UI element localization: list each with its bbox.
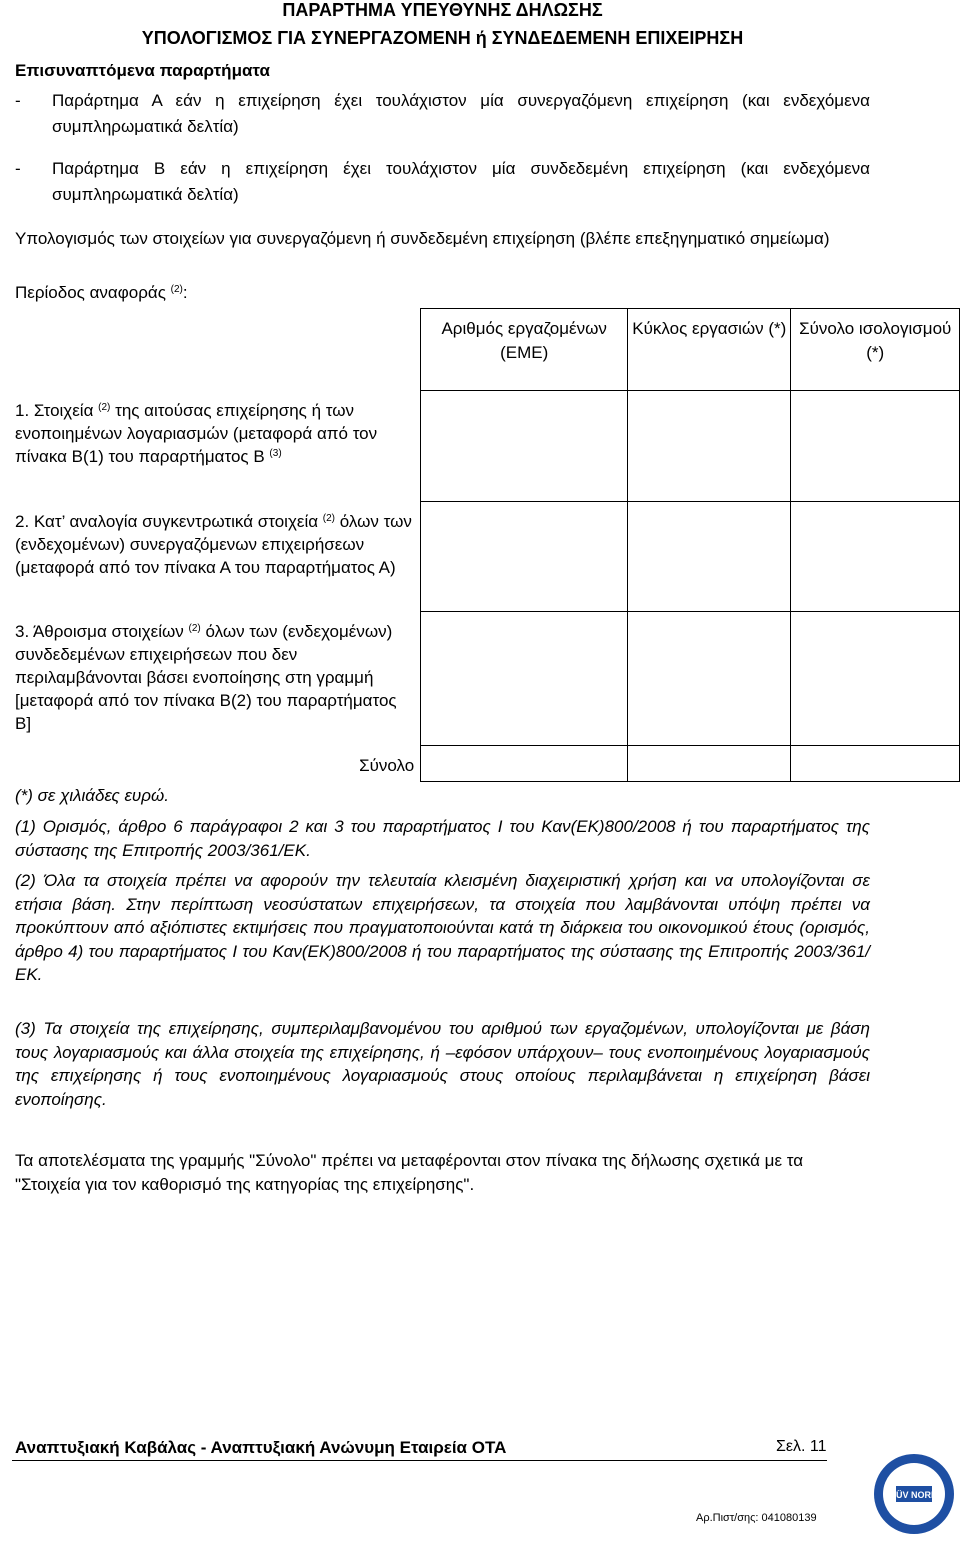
attachment-text: Παράρτημα Β εάν η επιχείρηση έχει τουλάχιστον μία συνδεδεμένη επιχείρηση (και ενδεχόμενα συμπληρωματικά δελτία) <box>52 159 870 204</box>
footnote-3: (3) Τα στοιχεία της επιχείρησης, συμπεριλαμβανομένου του αριθμού των εργαζομένων, υπολογίζονται με βάση τους λογαριασμούς και άλλα στοιχεία της επιχείρησης, ή –εφόσον υπάρχουν– τους ενοποιημένους λογαριασμούς της επιχείρησης ή τους ενοποιημένους λογαριασμούς στους οποίους περιλαμβάνεται η επιχείρηση βάσει ενοποίησης. <box>15 1019 870 1109</box>
dash-bullet: - <box>15 91 21 110</box>
attachment-text: Παράρτημα Α εάν η επιχείρηση έχει τουλάχιστον μία συνεργαζόμενη επιχείρηση (και ενδεχόμενα συμπληρωματικά δελτία) <box>52 91 870 136</box>
row-label: 2. Κατ’ αναλογία συγκεντρωτικά στοιχεία $^{(2)}$ όλων των (ενδεχομένων) συνεργαζόμενων επιχειρήσεων (μεταφορά από τον πίνακα Α του παραρτήματος Α) <box>15 511 412 577</box>
employees-value-cell[interactable] <box>421 612 628 746</box>
empty-header-cell <box>12 309 421 391</box>
calculation-table <box>12 308 960 782</box>
balance-total-cell[interactable] <box>791 746 960 782</box>
svg-text:TÜV NORD: TÜV NORD <box>890 1490 938 1500</box>
attachment-item-a <box>15 88 870 140</box>
page-number: Σελ. 11 <box>776 1438 827 1455</box>
table-row <box>12 502 960 612</box>
balance-value-cell[interactable] <box>791 502 960 612</box>
footnote-2: (2) Όλα τα στοιχεία πρέπει να αφορούν την τελευταία κλεισμένη διαχειριστική χρήση και να υπολογίζονται σε ετήσια βάση. Στην περίπτωση νεοσύστατων επιχειρήσεων, τα στοιχεία που λαμβάνονται υπόψη πρέπει να προκύπτουν από αξιόπιστες εκτιμήσεις που πραγματοποιούνται κατά τη διάρκεια του οικονομικού έτους (ορισμός, άρθρο 4) του παραρτήματος Ι του Καν(ΕΚ)800/2008 ή του παραρτήματος της σύστασης της Επιτροπής 2003/361/ΕΚ. <box>15 871 870 984</box>
turnover-value-cell[interactable] <box>628 391 791 502</box>
document-subtitle: ΥΠΟΛΟΓΙΣΜΟΣ ΓΙΑ ΣΥΝΕΡΓΑΖΟΜΕΝΗ ή ΣΥΝΔΕΔΕΜΕΝΗ ΕΠΙΧΕΙΡΗΣΗ <box>141 28 744 48</box>
turnover-value-cell[interactable] <box>628 612 791 746</box>
turnover-total-cell[interactable] <box>628 746 791 782</box>
thousands-note: (*) σε χιλιάδες ευρώ. <box>15 786 169 805</box>
turnover-value-cell[interactable] <box>628 502 791 612</box>
tuv-nord-logo <box>872 1452 956 1541</box>
reference-period-label: Περίοδος αναφοράς <box>15 283 166 302</box>
footnote-1: (1) Ορισμός, άρθρο 6 παράγραφοι 2 και 3 του παραρτήματος Ι του Καν(ΕΚ)800/2008 ή του παραρτήματος της σύστασης της Επιτροπής 2003/361/ΕΚ. <box>15 817 870 860</box>
balance-value-cell[interactable] <box>791 391 960 502</box>
table-row <box>12 391 960 502</box>
attachment-item-b <box>15 156 870 208</box>
column-header-balance: Σύνολο ισολογισμού (*) <box>791 309 960 391</box>
table-row <box>12 612 960 746</box>
employees-value-cell[interactable] <box>421 502 628 612</box>
document-title: ΠΑΡΑΡΤΗΜΑ ΥΠΕΥΘΥΝΗΣ ΔΗΛΩΣΗΣ <box>282 0 603 20</box>
row-label: 3. Άθροισμα στοιχείων $^{(2)}$ όλων των (ενδεχομένων) συνδεδεμένων επιχειρήσεων που δεν περιλαμβάνονται βάσει ενοποίησης στη γραμμή [μεταφορά από τον πίνακα Β(2) του παραρτήματος Β] <box>15 621 397 733</box>
footer-divider <box>12 1460 827 1461</box>
employees-value-cell[interactable] <box>421 391 628 502</box>
footnote-ref: (3) <box>269 447 282 459</box>
row-label: 1. Στοιχεία $^{(2)}$ της αιτούσας επιχείρησης ή των ενοποιημένων λογαριασμών (μεταφορά από τον πίνακα Β(1) του παραρτήματος Β $^{(3)}$ <box>15 400 378 466</box>
footnote-ref: (2) <box>322 512 336 524</box>
dash-bullet: - <box>15 159 21 178</box>
closing-paragraph: Τα αποτελέσματα της γραμμής "Σύνολο" πρέπει να μεταφέρονται στον πίνακα της δήλωσης σχετικά με τα "Στοιχεία για τον καθορισμό της κατηγορίας της επιχείρησης". <box>15 1151 804 1194</box>
balance-value-cell[interactable] <box>791 612 960 746</box>
footnote-ref: (2) <box>98 401 111 413</box>
reference-period-colon: : <box>182 283 188 302</box>
column-header-turnover: Κύκλος εργασιών (*) <box>628 309 791 391</box>
reference-period <box>15 282 188 304</box>
calculation-intro: Υπολογισμός των στοιχείων για συνεργαζόμενη ή συνδεδεμένη επιχείρηση (βλέπε επεξηγηματικό σημείωμα) <box>15 229 830 248</box>
table-header-row <box>12 309 960 391</box>
attachments-heading: Επισυναπτόμενα παραρτήματα <box>15 61 270 80</box>
footer-organization: Αναπτυξιακή Καβάλας - Αναπτυξιακή Ανώνυμη Εταιρεία ΟΤΑ <box>15 1438 507 1457</box>
column-header-employees: Αριθμός εργαζομένων (ΕΜΕ) <box>421 309 628 391</box>
certification-seal-icon <box>872 1452 956 1536</box>
certificate-number: Αρ.Πιστ/σης: 041080139 <box>696 1512 817 1524</box>
total-label: Σύνολο <box>359 755 415 775</box>
employees-total-cell[interactable] <box>421 746 628 782</box>
footnote-ref: (2) <box>188 622 201 634</box>
footnote-ref: (2) <box>170 284 183 295</box>
total-row <box>12 746 960 782</box>
